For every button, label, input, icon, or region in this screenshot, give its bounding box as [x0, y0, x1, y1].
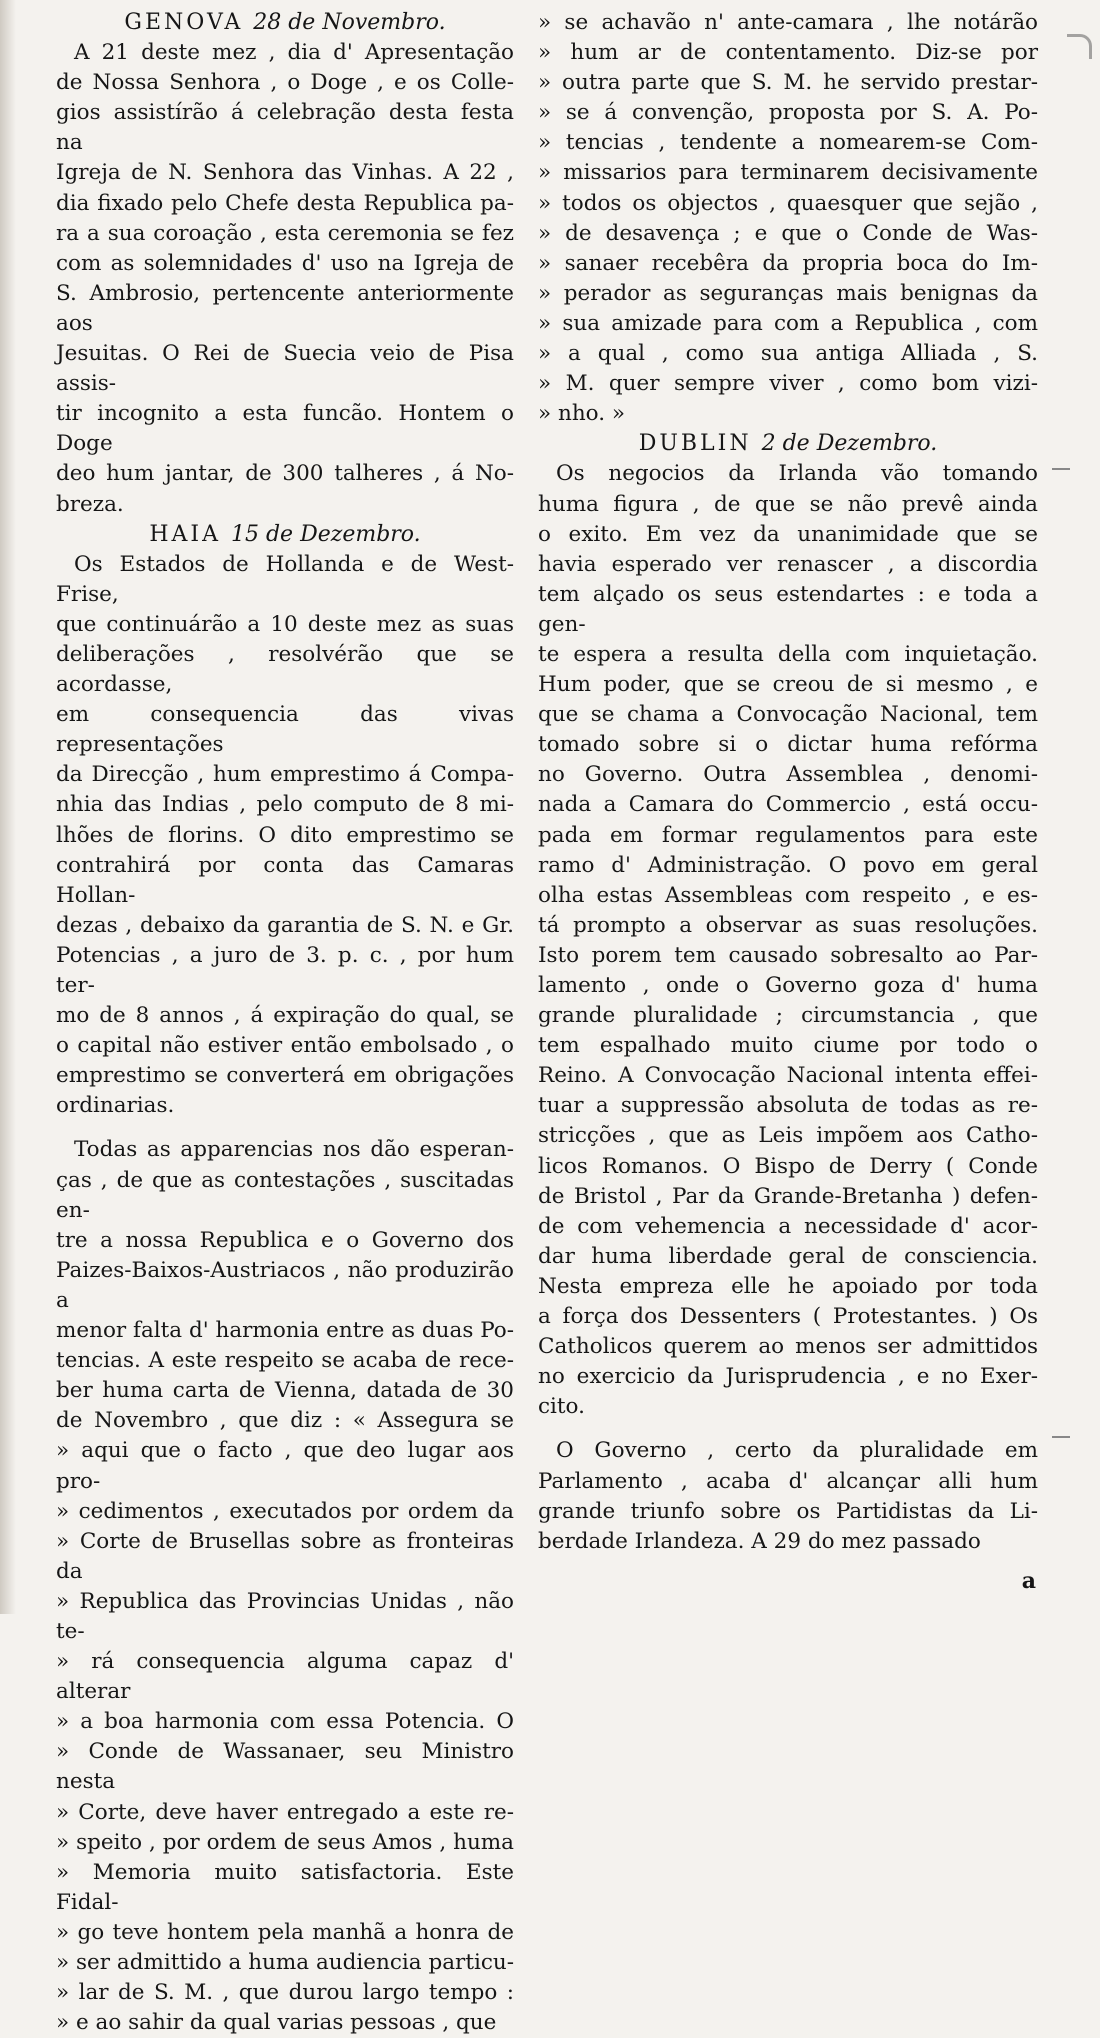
text-line: te espera a resulta della com inquietação.	[538, 641, 1038, 667]
text-line: » a qual , como sua antiga Alliada , S.	[538, 341, 1038, 367]
text-line: nhia das Indias , pelo computo de 8 mi-	[56, 792, 514, 818]
text-line: » e ao sahir da qual varias pessoas , que	[56, 2010, 497, 2036]
text-line: O Governo , certo da pluralidade em	[556, 1438, 1038, 1464]
text-line: » perador as seguranças mais benignas da	[538, 280, 1038, 306]
text-line: grande pluralidade ; circumstancia , que	[538, 1003, 1038, 1029]
text-line: tuar a suppressão absoluta de todas as re-	[538, 1093, 1038, 1119]
text-line: Potencias , a juro de 3. p. c. , por hum ter-	[56, 942, 514, 998]
text-line: grande triunfo sobre os Partidistas da Li-	[538, 1498, 1038, 1524]
text-line: » Corte de Brusellas sobre as fronteiras da	[56, 1528, 514, 1584]
text-line: lamento , onde o Governo goza d' huma	[538, 973, 1038, 998]
text-line: » Memoria muito satisfactoria. Este Fidal-	[56, 1859, 514, 1915]
text-line: » de desavença ; e que o Conde de Was-	[538, 220, 1038, 246]
text-line: Reino. A Convocação Nacional intenta effei-	[538, 1063, 1038, 1089]
text-line: Os negocios da Irlanda vão tomando	[556, 461, 1038, 487]
text-line: ber huma carta de Vienna, datada de 30	[56, 1378, 514, 1404]
text-line: » nho. »	[538, 401, 626, 427]
text-line: » sua amizade para com a Republica , com	[538, 310, 1038, 336]
text-line: » aqui que o facto , que deo lugar aos pro-	[56, 1438, 514, 1494]
text-line: » speito , por ordem de seus Amos , huma	[56, 1829, 514, 1855]
text-line: pada em formar regulamentos para este	[538, 822, 1038, 848]
text-line: que se chama a Convocação Nacional, tem	[538, 702, 1038, 728]
text-line: » ser admittido a huma audiencia particu-	[56, 1950, 514, 1975]
right-column	[538, 8, 1038, 1557]
text-line: licos Romanos. O Bispo de Derry ( Conde	[538, 1153, 1038, 1179]
text-line: » a boa harmonia com essa Potencia. O	[56, 1709, 514, 1735]
article-genova	[56, 38, 514, 520]
text-line: huma figura , de que se não prevê ainda	[538, 491, 1038, 517]
text-line: mo de 8 annos , á expiração do qual, se	[56, 1003, 514, 1029]
text-line: menor falta d' harmonia entre as duas Po-	[56, 1318, 514, 1344]
dateline-city: DUBLIN	[638, 431, 752, 457]
text-line: » se á convenção, proposta por S. A. Po-	[538, 100, 1038, 126]
text-line: lhões de florins. O dito emprestimo se	[56, 822, 514, 848]
text-line: Isto porem tem causado sobresalto ao Par-	[538, 942, 1038, 968]
article-haia-continued	[538, 8, 1038, 429]
text-line: ra a sua coroação , esta ceremonia se fez	[56, 220, 514, 246]
text-line: » cedimentos , executados por ordem da	[56, 1498, 514, 1524]
text-line: » todos os objectos , quaesquer que sejão ,	[538, 190, 1038, 216]
text-line: cito.	[538, 1394, 585, 1420]
text-line: o capital não estiver então embolsado , o	[56, 1033, 514, 1059]
text-line: Igreja de N. Senhora das Vinhas. A 22 ,	[56, 160, 514, 186]
page-edge-shadow	[0, 0, 16, 1614]
article-dublin-paragraph-2	[538, 1436, 1038, 1556]
text-line: emprestimo se converterá em obrigações	[56, 1063, 514, 1089]
text-line: tá prompto a observar as suas resoluções.	[538, 912, 1038, 938]
catchword: a	[1021, 1568, 1036, 1594]
text-line: dezas , debaixo da garantia de S. N. e Gr.	[56, 912, 514, 938]
text-line: tre a nossa Republica e o Governo dos	[56, 1227, 514, 1253]
dateline-city: GENOVA	[124, 10, 244, 35]
text-line: de Novembro , que diz : « Assegura se	[56, 1408, 514, 1434]
text-line: o exito. Em vez da unanimidade que se	[538, 521, 1038, 547]
text-line: a força dos Dessenters ( Protestantes. ) Os	[538, 1304, 1038, 1330]
text-line: A 21 deste mez , dia d' Apresentação	[74, 40, 514, 66]
text-line: stricções , que as Leis impõem aos Catho-	[538, 1123, 1038, 1149]
dateline-haia	[56, 520, 514, 550]
text-line: ças , de que as contestações , suscitadas en-	[56, 1167, 514, 1223]
margin-mark	[1052, 468, 1070, 470]
text-line: dar huma liberdade geral de consciencia.	[538, 1243, 1038, 1269]
text-line: Nesta empreza elle he apoiado por toda	[538, 1273, 1038, 1299]
text-line: que continuárão a 10 deste mez as suas	[56, 611, 514, 637]
text-line: tencias. A este respeito se acaba de rece-	[56, 1348, 514, 1374]
text-line: gios assistírão á celebração desta festa na	[56, 100, 514, 156]
text-line: tem espalhado muito ciume por todo o	[538, 1033, 1038, 1059]
text-line: Hum poder, que se creou de si mesmo , e	[538, 672, 1038, 698]
dateline-city: HAIA	[149, 521, 221, 547]
text-line: » sanaer recebêra da propria boca do Im-	[538, 250, 1038, 276]
article-dublin-paragraph-1	[538, 459, 1038, 1422]
text-line: contrahirá por conta das Camaras Hollan-	[56, 852, 514, 908]
dateline-date: 2 de Dezembro.	[761, 431, 938, 457]
text-line: deo hum jantar, de 300 talheres , á No-	[56, 461, 514, 487]
text-line: ramo d' Administração. O povo em geral	[538, 852, 1038, 878]
text-line: » hum ar de contentamento. Diz-se por	[538, 40, 1038, 66]
dateline-dublin	[538, 429, 1038, 459]
text-line: olha estas Assembleas com respeito , e es-	[538, 882, 1038, 908]
text-line: no exercicio da Jurisprudencia , e no Exer-	[538, 1364, 1038, 1390]
dateline-date: 28 de Novembro.	[253, 10, 446, 35]
text-line: » Conde de Wassanaer, seu Ministro nesta	[56, 1739, 514, 1795]
text-line: havia esperado ver renascer , a discordia	[538, 551, 1038, 577]
text-line: deliberações , resolvérão que se acordasse,	[56, 641, 514, 698]
text-line: no Governo. Outra Assemblea , denomi-	[538, 762, 1038, 788]
text-line: com as solemnidades d' uso na Igreja de	[56, 250, 514, 276]
text-line: em consequencia das vivas representações	[56, 702, 514, 758]
text-line: dia fixado pelo Chefe desta Republica pa-	[56, 190, 514, 216]
text-line: ordinarias.	[56, 1093, 175, 1119]
text-line: da Direcção , hum emprestimo á Compa-	[56, 762, 514, 788]
text-line: de com vehemencia a necessidade d' acor-	[538, 1213, 1038, 1239]
text-line: » se achavão n' ante-camara , lhe notárão	[538, 10, 1038, 35]
article-haia-paragraph-2	[56, 1135, 514, 2038]
dateline-genova	[56, 8, 514, 38]
text-line: » M. quer sempre viver , como bom vizi-	[538, 371, 1038, 397]
text-line: Parlamento , acaba d' alcançar alli hum	[538, 1468, 1038, 1494]
text-line: de Bristol , Par da Grande-Bretanha ) defen-	[538, 1183, 1038, 1209]
text-line: » rá consequencia alguma capaz d' alterar	[56, 1649, 514, 1705]
text-line: » lar de S. M. , que durou largo tempo :	[56, 1980, 514, 2006]
text-line: de Nossa Senhora , o Doge , e os Colle-	[56, 70, 514, 96]
text-line: tomado sobre si o dictar huma refórma	[538, 732, 1038, 758]
text-line: Catholicos querem ao menos ser admittidos	[538, 1334, 1038, 1360]
text-line: S. Ambrosio, pertencente anteriormente aos	[56, 280, 514, 336]
margin-mark	[1052, 1436, 1070, 1438]
text-line: » Republica das Provincias Unidas , não te-	[56, 1588, 514, 1644]
text-line: tem alçado os seus estendartes : e toda a gen-	[538, 581, 1038, 637]
text-line: » outra parte que S. M. he servido prestar-	[538, 70, 1038, 96]
text-line: Jesuitas. O Rei de Suecia veio de Pisa assis-	[56, 341, 514, 397]
text-line: » go teve hontem pela manhã a honra de	[56, 1919, 514, 1945]
text-line: berdade Irlandeza. A 29 do mez passado	[538, 1528, 981, 1554]
text-line: nada a Camara do Commercio , está occu-	[538, 792, 1038, 818]
text-line: » tencias , tendente a nomearem-se Com-	[538, 130, 1038, 156]
text-line: Paizes-Baixos-Austriacos , não produzirão a	[56, 1257, 514, 1313]
dateline-date: 15 de Dezembro.	[230, 521, 421, 547]
text-line: breza.	[56, 491, 124, 517]
text-line: » missarios para terminarem decisivamente	[538, 160, 1038, 186]
text-line: Os Estados de Hollanda e de West-Frise,	[56, 551, 514, 607]
text-line: » Corte, deve haver entregado a este re-	[56, 1799, 514, 1825]
text-line: tir incognito a esta funcão. Hontem o Doge	[56, 401, 514, 457]
left-column	[56, 8, 514, 2038]
text-line: Todas as apparencias nos dão esperan-	[74, 1137, 514, 1163]
torn-corner-mark	[1067, 34, 1092, 59]
article-haia-paragraph-1	[56, 550, 514, 1122]
